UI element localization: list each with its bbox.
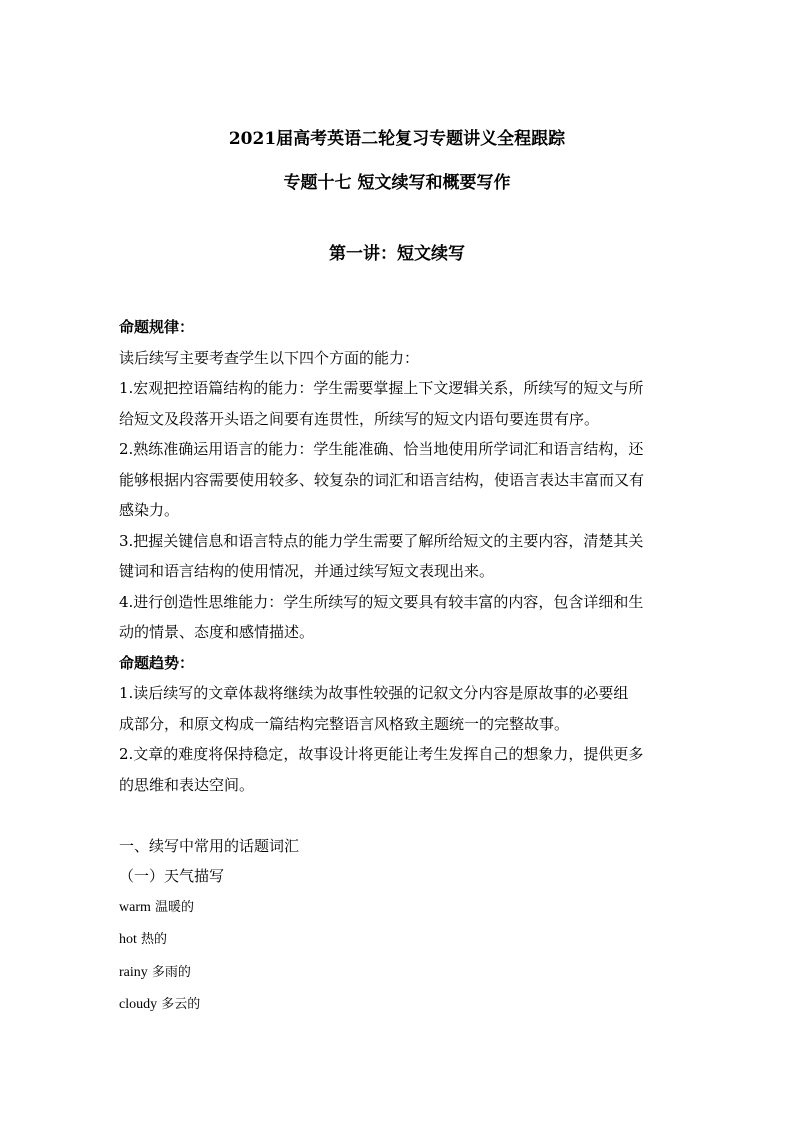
document-title: 2021届高考英语二轮复习专题讲义全程跟踪	[228, 129, 566, 149]
rules-heading: 命题规律：	[119, 318, 195, 336]
rule-1-line-2: 给短文及段落开头语之间要有连贯性，所续写的短文内语句要连贯有序。	[119, 409, 600, 428]
vocab-item	[119, 957, 679, 990]
rule-3-line-1: 3.把握关键信息和语言特点的能力学生需要了解所给短文的主要内容，清楚其关	[119, 531, 644, 550]
rules-intro: 读后续写主要考查学生以下四个方面的能力：	[119, 348, 420, 367]
rule-2-line-2: 能够根据内容需要使用较多、较复杂的词汇和语言结构，使语言表达丰富而又有	[119, 470, 645, 489]
rule-4-line-1: 4.进行创造性思维能力：学生所续写的短文要具有较丰富的内容，包含详细和生	[119, 592, 644, 611]
vocab-word: cloudy	[119, 997, 158, 1012]
trend-2-line-2: 的思维和表达空间。	[119, 775, 255, 794]
vocab-meaning: 多雨的	[147, 964, 191, 980]
vocab-word: rainy	[119, 964, 148, 980]
vocab-word: warm	[119, 899, 151, 915]
vocab-list	[119, 892, 679, 1022]
trend-1-line-2: 成部分，和原文构成一篇结构完整语言风格致主题统一的完整故事。	[119, 714, 570, 733]
document-body	[119, 312, 679, 1022]
document-subtitle: 专题十七 短文续写和概要写作	[283, 173, 511, 193]
trend-2-line-1: 2.文章的难度将保持稳定，故事设计将更能让考生发挥自己的想象力，提供更多	[119, 745, 644, 763]
rule-4-line-2: 动的情景、态度和感情描述。	[119, 623, 315, 641]
vocab-meaning: 热的	[136, 932, 168, 947]
vocab-word: hot	[119, 932, 137, 947]
rule-2-line-1: 2.熟练准确运用语言的能力：学生能准确、恰当地使用所学词汇和语言结构，还	[119, 440, 644, 458]
vocab-item	[119, 924, 679, 957]
rule-3-line-2: 键词和语言结构的使用情况，并通过续写短文表现出来。	[119, 562, 495, 580]
vocab-meaning: 多云的	[157, 997, 201, 1012]
vocab-subsection-title: （一）天气描写	[119, 867, 225, 885]
rule-2-line-3: 感染力。	[119, 501, 180, 519]
trend-heading: 命题趋势：	[119, 653, 195, 672]
vocab-meaning: 温暖的	[150, 899, 195, 915]
lecture-title: 第一讲：短文续写	[329, 244, 465, 264]
vocab-section-title: 一、续写中常用的话题词汇	[119, 836, 300, 855]
rule-1-line-1: 1.宏观把控语篇结构的能力：学生需要掌握上下文逻辑关系，所续写的短文与所	[119, 379, 644, 397]
trend-1-line-1: 1.读后续写的文章体裁将继续为故事性较强的记叙文分内容是原故事的必要组	[119, 684, 629, 702]
vocab-item	[119, 989, 679, 1022]
vocab-item	[119, 892, 679, 925]
